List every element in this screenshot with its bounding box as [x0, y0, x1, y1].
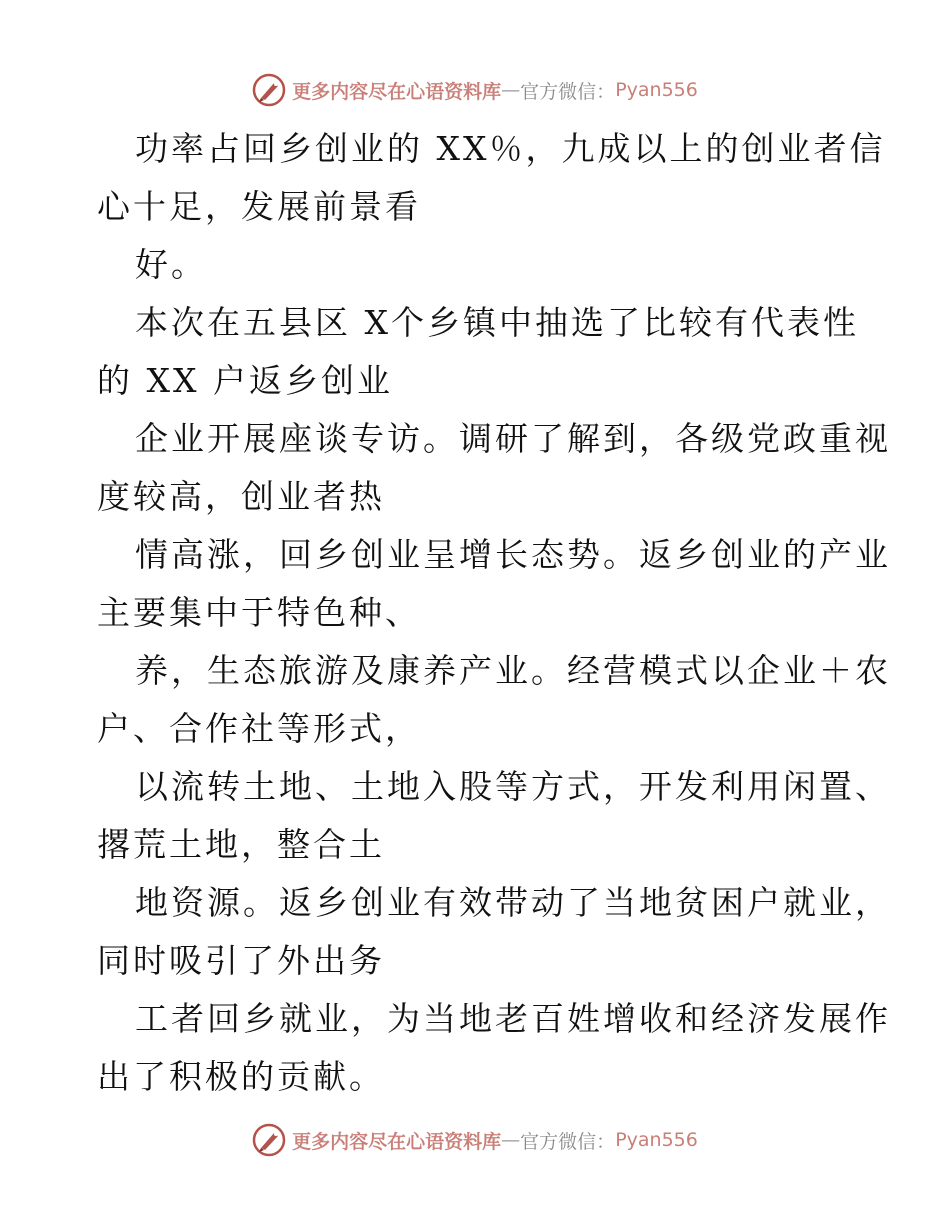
text-line: 心十足，发展前景看 — [97, 187, 421, 226]
banner-dash: — — [501, 1129, 521, 1151]
text-line: 以流转土地、土地入股等方式，开发利用闲置、 — [135, 767, 891, 806]
text-line: 出了积极的贡献。 — [97, 1057, 385, 1096]
text-line: 工者回乡就业，为当地老百姓增收和经济发展作 — [135, 999, 891, 1038]
banner-wechat-label: 官方微信： — [520, 1130, 616, 1153]
text-line: 户、合作社等形式， — [97, 709, 421, 748]
banner-dash: — — [501, 79, 521, 101]
pen-logo-icon — [252, 73, 286, 107]
text-line: 养，生态旅游及康养产业。经营模式以企业＋农 — [135, 651, 891, 690]
pen-logo-icon — [252, 1123, 286, 1157]
text-line: 好。 — [135, 245, 207, 284]
footer-banner — [0, 1120, 950, 1160]
text-line: 度较高，创业者热 — [97, 477, 385, 516]
text-line: 企业开展座谈专访。调研了解到，各级党政重视 — [135, 419, 891, 458]
text-line: 功率占回乡创业的 XX％，九成以上的创业者信 — [135, 129, 886, 168]
text-line: 同时吸引了外出务 — [97, 941, 385, 980]
banner-brand-text: 更多内容尽在心语资料库 — [292, 1130, 502, 1153]
banner-brand-text: 更多内容尽在心语资料库 — [292, 80, 502, 103]
text-line: 的 XX 户返乡创业 — [97, 361, 393, 400]
text-line: 撂荒土地，整合土 — [97, 825, 385, 864]
text-line: 地资源。返乡创业有效带动了当地贫困户就业， — [135, 883, 891, 922]
header-banner — [0, 70, 950, 110]
banner-wechat-label: 官方微信： — [520, 80, 616, 103]
banner-wechat-id: Pyan556 — [615, 1129, 698, 1151]
text-line: 情高涨，回乡创业呈增长态势。返乡创业的产业 — [135, 535, 891, 574]
text-line: 本次在五县区 X个乡镇中抽选了比较有代表性 — [135, 303, 859, 342]
text-line: 主要集中于特色种、 — [97, 593, 421, 632]
banner-wechat-id: Pyan556 — [615, 79, 698, 101]
